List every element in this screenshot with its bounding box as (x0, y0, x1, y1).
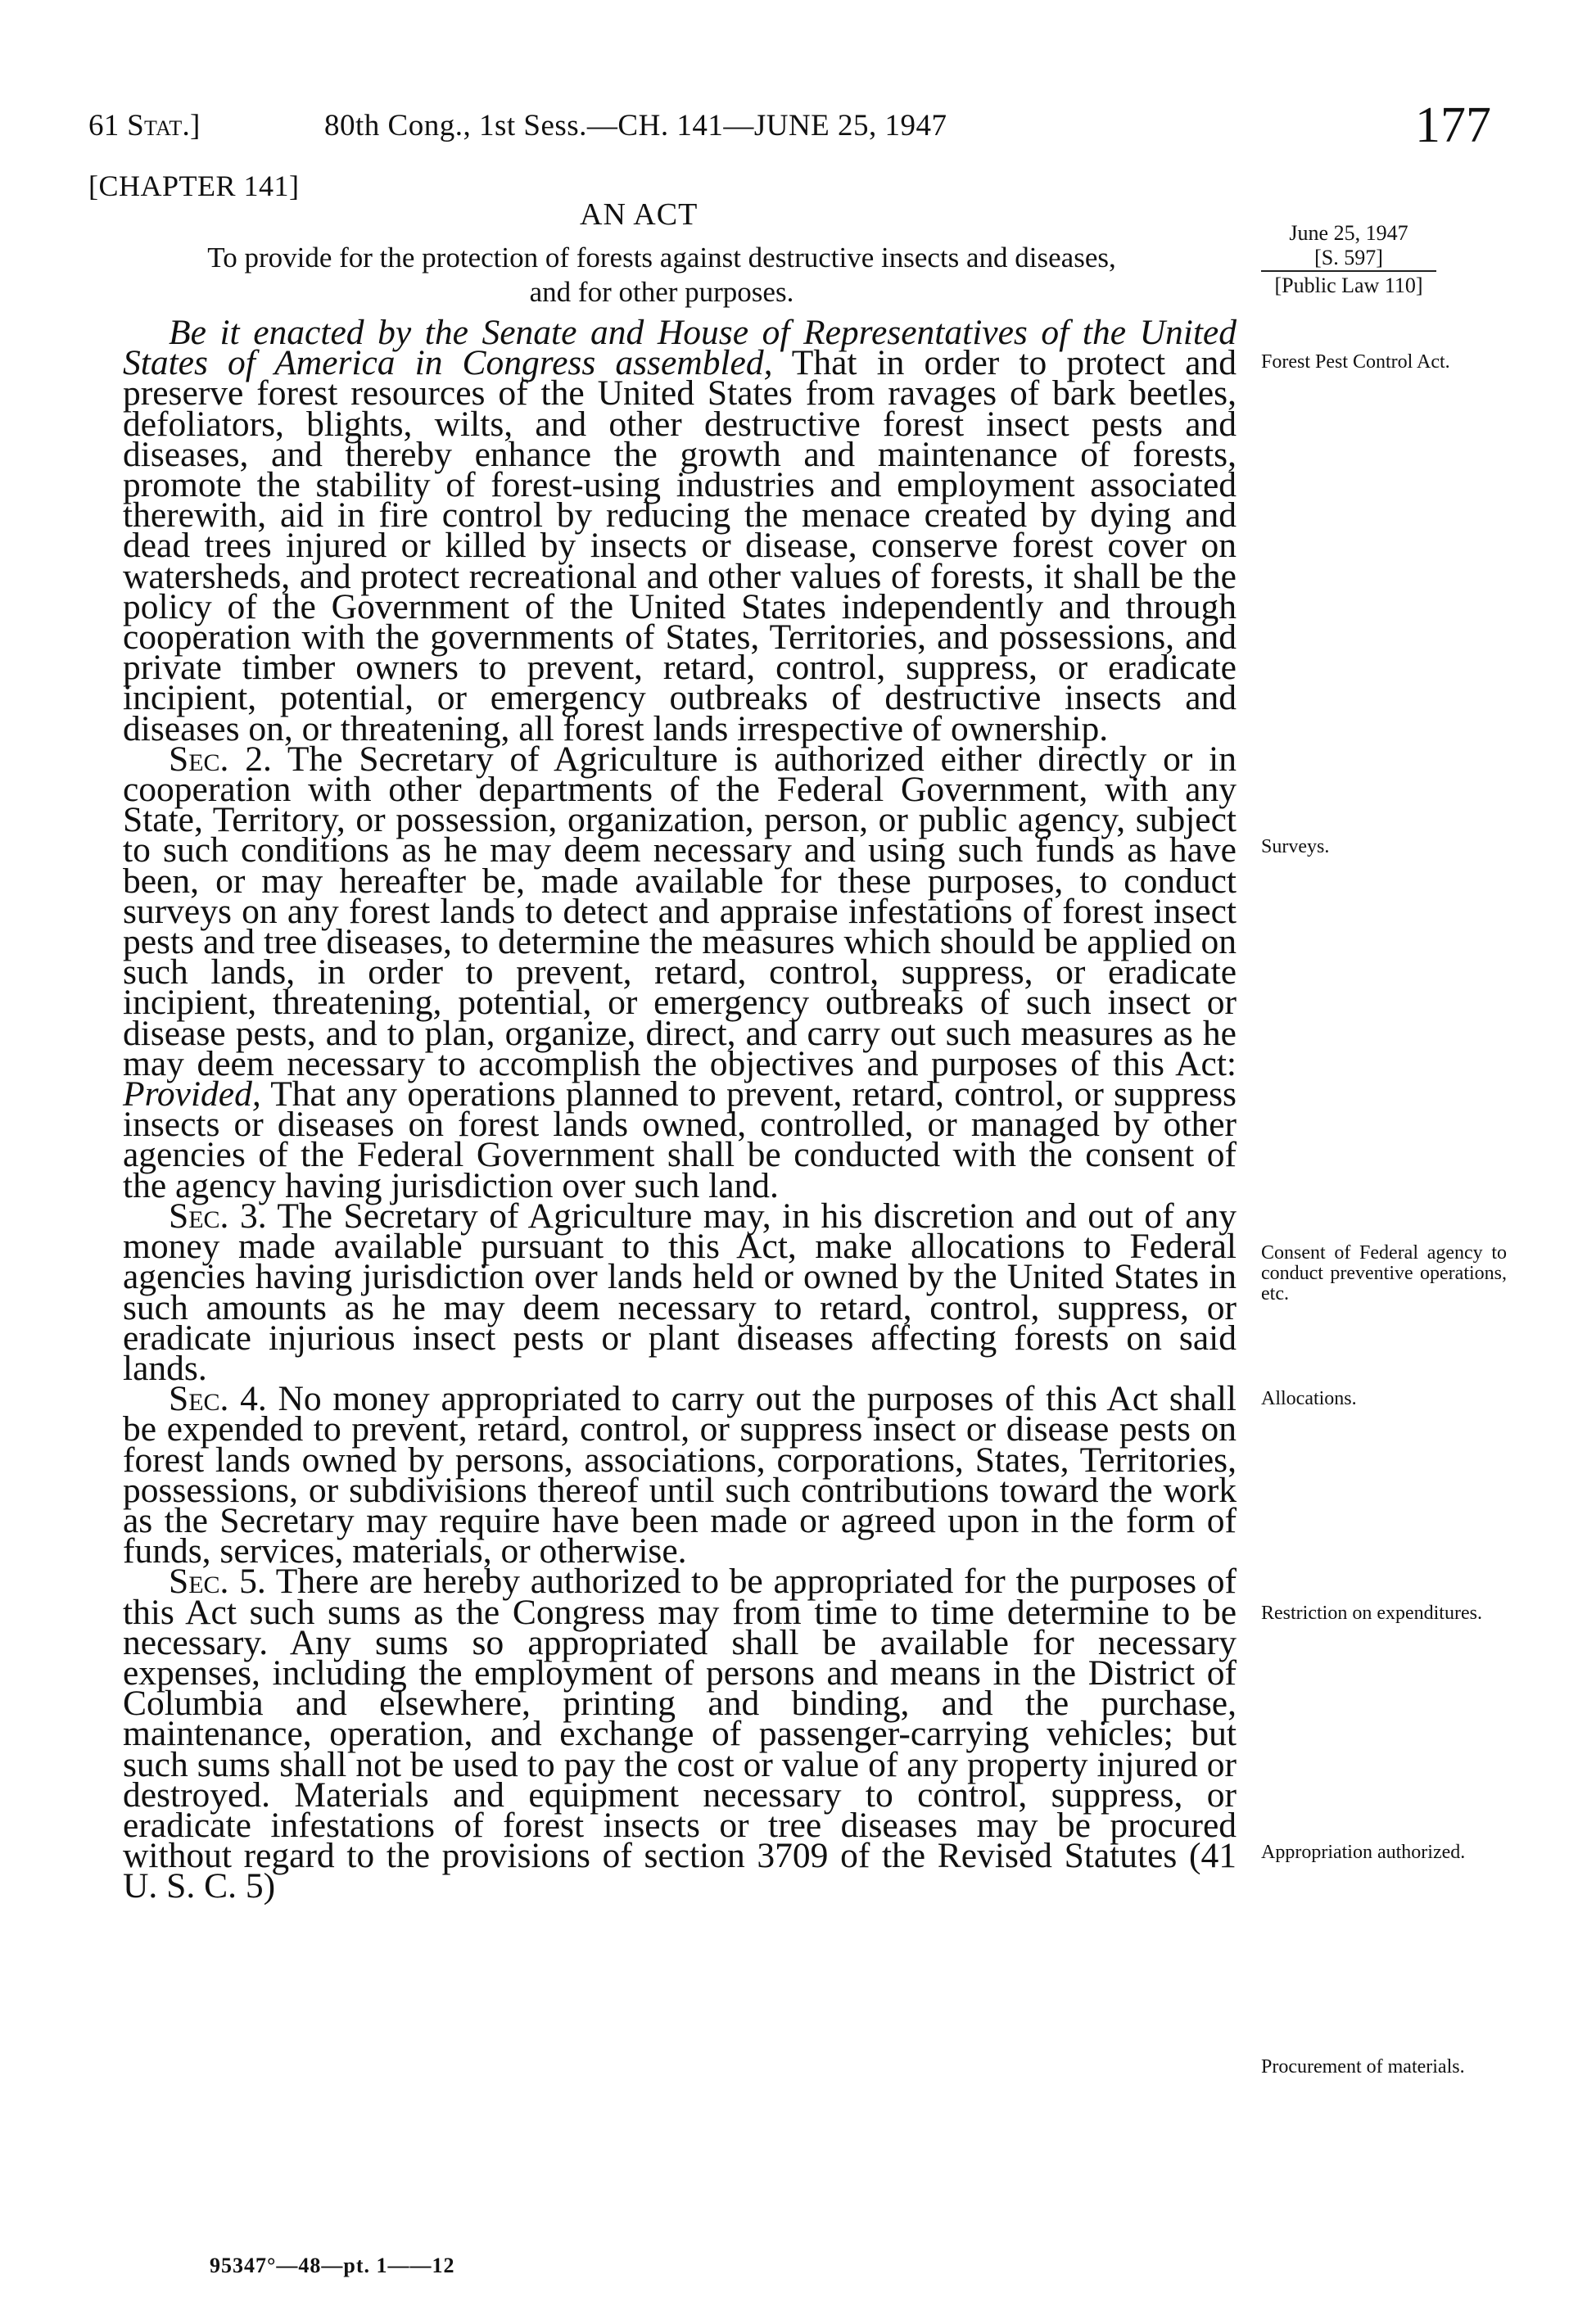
public-law-number: [Public Law 110] (1274, 274, 1423, 297)
date-block (1253, 221, 1445, 298)
section-2 (123, 739, 1237, 1205)
margin-note-surveys: Surveys. (1261, 836, 1330, 857)
section-4-label: Sec. 4. (169, 1379, 267, 1419)
page-number: 177 (1415, 97, 1491, 153)
volume-citation: 61 Stat.] (88, 109, 201, 142)
section-4-text: No money appropriated to carry out the purposes of this Act shall be expended to prevent, retard, control, or suppress insect or disease pests on forest lands owned by persons, associations, corporations, States, Territories, possessions, or subdivisions thereof until such contributions toward the work as the Secretary may require have been made or agreed upon in the form of funds, services, materials, or otherwise. (123, 1379, 1237, 1571)
margin-note-forest-pest: Forest Pest Control Act. (1261, 351, 1450, 373)
section-3-text: The Secretary of Agriculture may, in his discretion and out of any money made available pursuant to this Act, make allocations to Federal agencies having jurisdiction over lands held or owned by the United States in such amounts as he may deem necessary to retard, control, suppress, or eradicate injurious insect pests or plant diseases affecting forests on said lands. (123, 1196, 1237, 1388)
section-5 (123, 1562, 1237, 1906)
margin-note-allocations: Allocations. (1261, 1388, 1357, 1409)
section-2-proviso: That any operations planned to prevent, retard, control, or suppress insects or diseases on forest lands owned, controlled, or managed by other agencies of the Federal Government shall be conducted with the consent of the agency having jurisdiction over such land. (123, 1074, 1237, 1205)
section-1-text: That in order to protect and preserve forest resources of the United States from ravages of bark beetles, defoliators, blights, wilts, and other destructive forest insect pests and diseases, and thereby enhance the growth and maintenance of forests, promote the stability of forest-using industries and employment associated therewith, aid in fire control by reducing the menace created by dying and dead trees injured or killed by insects or disease, conserve forest cover on watersheds, and protect recreational and other values of forests, it shall be the policy of the Government of the United States independently and through cooperation with the governments of States, Territories, and possessions, and private timber owners to prevent, retard, control, suppress, or eradicate incipient, potential, or emergency outbreaks of destructive insects and diseases on, or threatening, all forest lands irrespective of ownership. (123, 343, 1237, 748)
margin-note-procurement: Procurement of materials. (1261, 2056, 1465, 2078)
running-head: 80th Cong., 1st Sess.—CH. 141—JUNE 25, 1947 (324, 109, 947, 142)
purpose-line-1: To provide for the protection of forests against destructive insects and diseases, (207, 242, 1116, 274)
proviso-label: Provided, (123, 1074, 261, 1115)
section-4 (123, 1379, 1237, 1571)
section-5-text: There are hereby authorized to be appropriated for the purposes of this Act such sums as the Congress may from time to time determine to be necessary. Any sums so appropriated shall be available for necessary expenses, including the employment of persons and means in the District of Columbia and elsewhere, printing and binding, and the purchase, maintenance, operation, and exchange of passenger-carrying vehicles; but such sums shall not be used to pay the cost or value of any property injured or destroyed. Materials and equipment necessary to control, suppress, or eradicate infestations of forest insects or tree diseases may be procured without regard to the provisions of section 3709 of the Revised Statutes (41 U. S. C. 5) (123, 1562, 1237, 1906)
section-3 (123, 1196, 1237, 1388)
section-1 (123, 313, 1237, 748)
act-body (123, 313, 1237, 1906)
section-3-label: Sec. 3. (169, 1196, 267, 1236)
enactment-date: June 25, 1947 (1289, 221, 1408, 245)
purpose-line-2: and for other purposes. (529, 276, 794, 308)
printer-signature: 95347°—48—pt. 1——12 (210, 2254, 455, 2277)
chapter-label: [CHAPTER 141] (88, 170, 300, 202)
margin-note-restriction: Restriction on expenditures. (1261, 1603, 1482, 1624)
act-title: AN ACT (580, 197, 699, 232)
enacting-clause: Be it enacted by the Senate and House of Representatives of the United States of America in Congress assembled, (123, 313, 1237, 383)
section-2-text: The Secretary of Agriculture is authorized either directly or in cooperation with other departments of the Federal Government, with any State, Territory, or possession, organization, person, or public agency, subject to such conditions as he may deem necessary and using such funds as have been, or may hereafter be, made available for these purposes, to conduct surveys on any forest lands to detect and appraise infestations of forest insect pests and tree diseases, to determine the measures which should be applied on such lands, in order to prevent, retard, control, suppress, or eradicate incipient, threatening, potential, or emergency outbreaks of such insect or disease pests, and to plan, organize, direct, and carry out such measures as he may deem necessary to accomplish the objectives and purposes of this Act: (123, 739, 1237, 1083)
section-2-label: Sec. 2. (169, 739, 272, 779)
act-purpose (88, 241, 1235, 310)
bill-number: [S. 597] (1261, 246, 1436, 272)
margin-note-consent: Consent of Federal agency to conduct preventive operations, etc. (1261, 1242, 1507, 1304)
section-5-label: Sec. 5. (169, 1562, 266, 1602)
margin-note-appropriation: Appropriation authorized. (1261, 1842, 1466, 1863)
